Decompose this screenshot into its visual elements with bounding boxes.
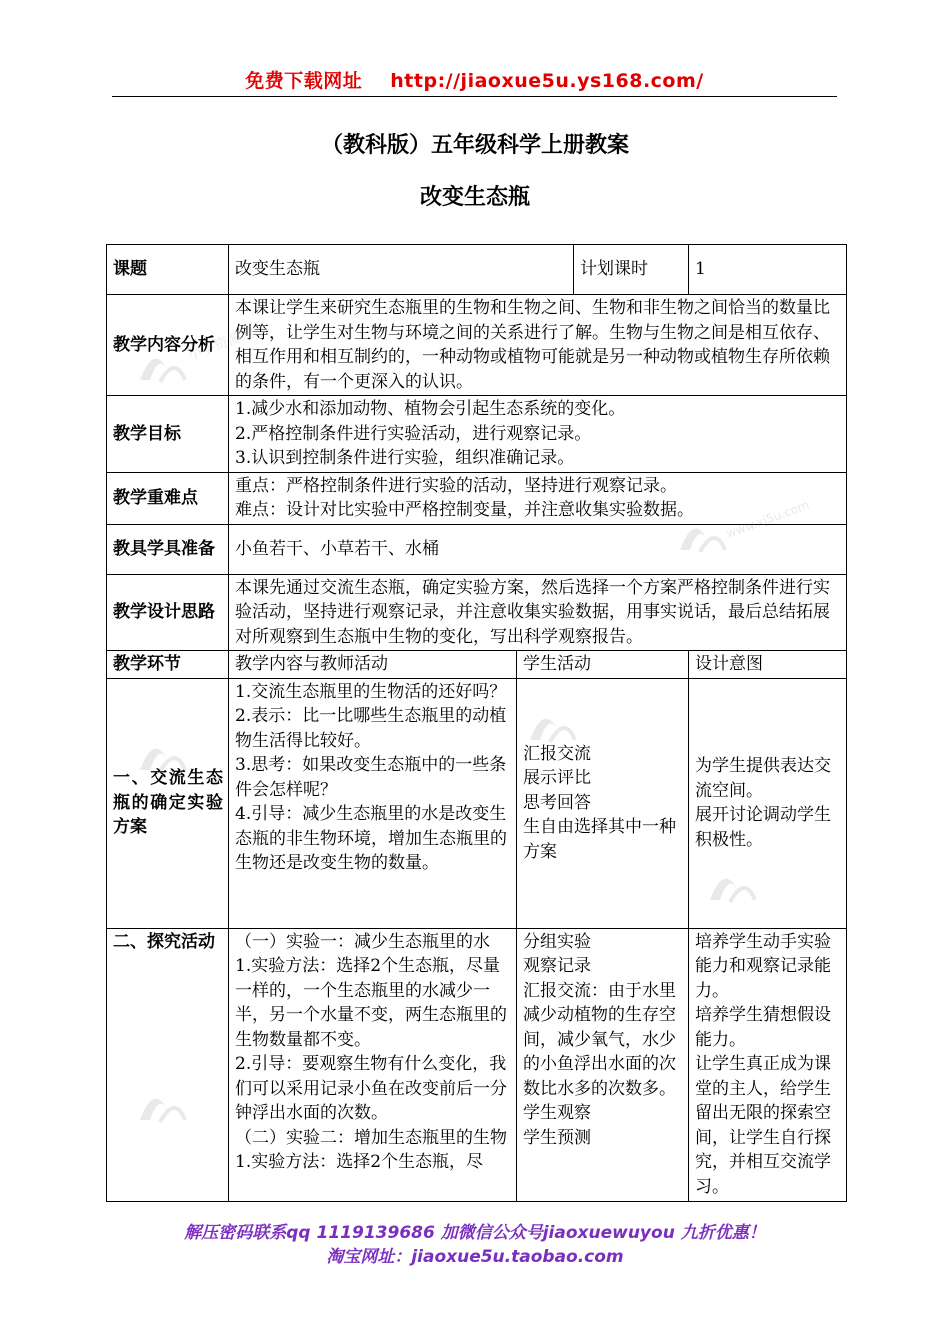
section2-teacher [229, 928, 517, 1201]
student-activity: 学生观察 [523, 1103, 591, 1123]
teacher-step: 1.交流生态瓶里的生物活的还好吗？ [235, 681, 507, 702]
teacher-step: 3.思考：如果改变生态瓶中的一些条件会怎样呢？ [235, 755, 507, 800]
student-activity: 观察记录 [523, 956, 591, 976]
purpose-item: 展开讨论调动学生积极性。 [695, 805, 831, 850]
goals-content [229, 396, 847, 473]
hours-label: 计划课时 [574, 245, 689, 295]
teacher-step: 4.引导：减少生态瓶里的水是改变生态瓶的非生物环境，增加生态瓶里的生物还是改变生物的数量。 [235, 804, 507, 873]
document-subtitle: 改变生态瓶 [419, 185, 530, 210]
student-activity: 思考回答 [523, 792, 591, 813]
section2-label: 二、探究活动 [107, 928, 229, 1201]
footer-contact: 解压密码联系qq 1119139686 加微信公众号jiaoxuewuyou 九折优惠！ [184, 1223, 766, 1243]
lesson-plan-table [106, 244, 847, 1202]
topic-value: 改变生态瓶 [229, 245, 574, 295]
key-points-label: 教学重难点 [107, 472, 229, 524]
goal-item: 3.认识到控制条件进行实验，组织准确记录。 [235, 448, 575, 468]
column-header-stage: 教学环节 [107, 651, 229, 679]
student-activity: 汇报交流 [523, 743, 591, 764]
purpose-item: 让学生真正成为课堂的主人，给学生留出无限的探索空间，让学生自行探究，并相互交流学习。 [695, 1054, 831, 1197]
footer-shop-link[interactable]: 淘宝网址：jiaoxue5u.taobao.com [326, 1247, 624, 1267]
column-header-student: 学生活动 [517, 651, 689, 679]
table-row [107, 928, 847, 1201]
watermark-url: www.xj5u.com [724, 497, 812, 541]
teacher-step: 2.引导：要观察生物有什么变化，我们可以采用记录小鱼在改变前后一分钟浮出水面的次数。 [235, 1054, 507, 1123]
table-row [107, 396, 847, 473]
key-point-item: 难点：设计对比实验中严格控制变量，并注意收集实验数据。 [235, 500, 694, 520]
section2-purpose [689, 928, 847, 1201]
purpose-item: 培养学生猜想假设能力。 [695, 1005, 831, 1050]
teacher-step: （二）实验二：增加生态瓶里的生物 [235, 1127, 507, 1148]
materials-label: 教具学具准备 [107, 524, 229, 574]
download-label: 免费下载网址 [245, 70, 363, 92]
section2-student [517, 928, 689, 1201]
table-row [107, 651, 847, 679]
purpose-item: 培养学生动手实验能力和观察记录能力。 [695, 931, 831, 1001]
design-text: 本课先通过交流生态瓶，确定实验方案，然后选择一个方案严格控制条件进行实验活动，坚持进行观察记录，并注意收集实验数据，用事实说话，最后总结拓展对所观察到生态瓶中生物的变化，写出科学观察报告。 [229, 574, 847, 651]
table-row [107, 295, 847, 396]
teacher-step: 2.表示：比一比哪些生态瓶里的动植物生活得比较好。 [235, 706, 507, 751]
key-points-content [229, 472, 847, 524]
section1-student [517, 678, 689, 928]
topic-label: 课题 [107, 245, 229, 295]
analysis-text: 本课让学生来研究生态瓶里的生物和生物之间、生物和非生物之间恰当的数量比例等，让学生对生物与环境之间的关系进行了解。生物与生物之间是相互依存、相互作用和相互制约的，一种动物或植物可能就是另一种动物或植物生存所依赖的条件，有一个更深入的认识。 [229, 295, 847, 396]
section1-teacher [229, 678, 517, 928]
student-activity: 学生预测 [523, 1127, 591, 1148]
page-header [112, 66, 837, 97]
goals-label: 教学目标 [107, 396, 229, 473]
student-activity: 展示评比 [523, 768, 591, 789]
hours-value: 1 [689, 245, 847, 295]
materials-text: 小鱼若干、小草若干、水桶 [229, 524, 847, 574]
watermark-text: 小学资源网 [185, 324, 258, 364]
teacher-step: 1.实验方法：选择2个生态瓶，尽量一样的，一个生态瓶里的水减少一半，另一个水量不变，两生态瓶里的生物数量都不变。 [235, 956, 507, 1050]
purpose-item: 为学生提供表达交流空间。 [695, 756, 831, 801]
table-row [107, 524, 847, 574]
column-header-teacher: 教学内容与教师活动 [229, 651, 517, 679]
goal-item: 2.严格控制条件进行实验活动，进行观察记录。 [235, 423, 592, 444]
section1-label: 一、交流生态瓶的确定实验方案 [107, 678, 229, 928]
table-row [107, 472, 847, 524]
key-point-item: 重点：严格控制条件进行实验的活动，坚持进行观察记录。 [235, 475, 677, 496]
table-row [107, 574, 847, 651]
table-row [107, 245, 847, 295]
teacher-step: 1.实验方法：选择2个生态瓶，尽 [235, 1152, 484, 1172]
document-title: （教科版）五年级科学上册教案 [320, 133, 629, 158]
goal-item: 1.减少水和添加动物、植物会引起生态系统的变化。 [235, 399, 626, 419]
analysis-label: 教学内容分析 [107, 295, 229, 396]
column-header-purpose: 设计意图 [689, 651, 847, 679]
student-activity: 分组实验 [523, 931, 591, 952]
teacher-step: （一）实验一：减少生态瓶里的水 [235, 931, 490, 952]
student-activity: 生自由选择其中一种方案 [523, 817, 676, 862]
student-activity: 汇报交流：由于水里减少动植物的生存空间，减少氧气，水少的小鱼浮出水面的次数比水多的次数多。 [523, 980, 676, 1099]
design-label: 教学设计思路 [107, 574, 229, 651]
table-row [107, 678, 847, 928]
download-url-link[interactable]: http://jiaoxue5u.ys168.com/ [390, 70, 704, 92]
section1-purpose [689, 678, 847, 928]
